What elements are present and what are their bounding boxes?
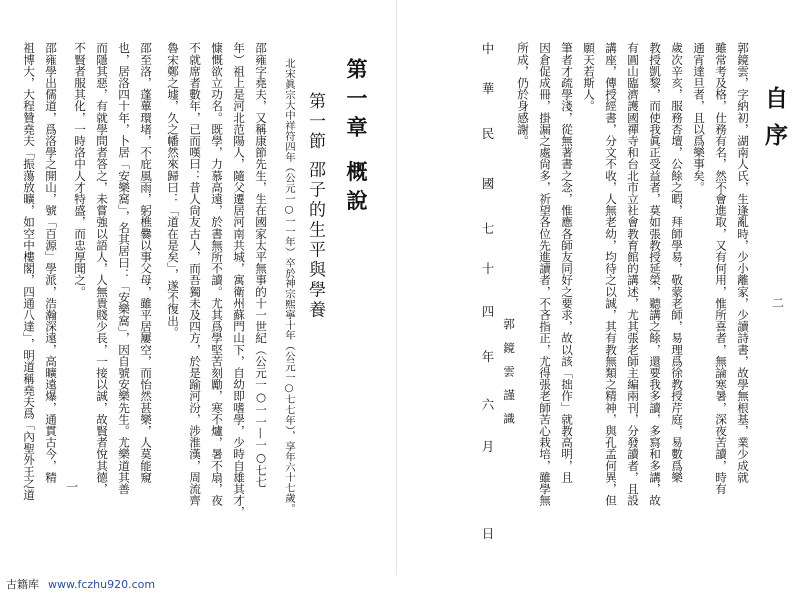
chapter-paragraph-line: 而隱其惡，有就學問者答之，未嘗強以語人，人無貴賤少長，一接以誠，故賢者悅其德， — [95, 42, 109, 495]
preface-paragraph-line: 通宵達旦者，且以爲樂事矣。 — [692, 42, 706, 193]
date-char: 民 — [480, 127, 495, 140]
right-page-number: 二 — [772, 296, 785, 310]
chapter-paragraph-line: 祖博大，大程贊堯夫「振蕩放曠，如空中樓閣，四通八達」，明道稱堯夫爲「內聖外王之道 — [22, 42, 36, 501]
chapter-paragraph-line: 邵雍學出儒道，爲洛學之開山，號「百源」學派，浩瀚深遠，高曠遠爆，通貫古今，精 — [44, 42, 58, 483]
date-char: 十 — [480, 262, 495, 275]
page-gutter — [396, 0, 397, 575]
chapter-paragraph-line: 不賢者服其化，一時洛中人才特盛，而忠厚聞之。 — [73, 42, 87, 298]
preface-paragraph-line: 筆者才疏學淺，從無著書之念，惟應各師友同好之要求，故以該「拙作」就教高明，且 — [560, 42, 574, 483]
chapter-paragraph-line: 邵至洛，蓬蓽環堵，不庇風雨，躬樵爨以事父母，雖平居屢空，而怡然甚樂，人莫能窺 — [139, 42, 153, 483]
preface-signature: 郭鏡雲謹識 — [502, 318, 516, 436]
date-char: 年 — [480, 350, 495, 363]
date-char: 七 — [480, 222, 495, 235]
chapter-paragraph-line: 年）祖上是河北范陽人，隨父遷居河南共城，寓衛州蘇門山下，自幼即嗜學，少時自雄其才， — [232, 42, 246, 518]
site-url-link[interactable]: www.fczhu920.com — [48, 578, 156, 591]
date-char: 四 — [480, 305, 495, 318]
preface-page — [398, 0, 793, 575]
preface-paragraph-line: 講座，傳授經書，分文不收，人無老幼，均待之以誠，其有教無類之精神，與孔孟何異，但 — [604, 42, 618, 506]
date-char: 中 — [480, 42, 495, 55]
chapter-paragraph-line: 也，居洛四十年，卜居「安樂窩」，名其居曰：「安樂窩」，因自號安樂先生。尤樂道其善 — [117, 42, 131, 495]
chapter-page — [0, 0, 395, 575]
preface-paragraph-line: 願天若斯人。 — [582, 42, 596, 112]
chapter-dates-line: 北宋眞宗大中祥符四年（公元一○一一年）卒於神宗熙寧十年（公元一○七七年），享年六十七歲。 — [283, 58, 295, 514]
date-char: 國 — [480, 177, 495, 190]
chapter-paragraph-line: 慷慨欲立功名。既學，力慕高遠，於書無所不讀。尤其爲學堅苦刻勵，寒不爐，暑不扇，夜 — [210, 42, 224, 506]
chapter-paragraph-line: 邵雍字堯夫，又稱康節先生，生在國家太平無事的十一世紀（公元一○一一—一○七七 — [254, 42, 268, 488]
preface-paragraph-line: 所成，仍於身感謝。 — [516, 42, 530, 147]
preface-paragraph-line: 郭鏡雲，字納初，湖南人氏，生逢亂時，少小離家，少讀詩書，故學無根基，業少成就 — [736, 42, 750, 483]
preface-paragraph-line: 雖常考及格，仕務有名，然不會進取，又有何用，惟所喜者，無論寒暑，深夜苦讀，時有 — [714, 42, 728, 495]
section-title: 第一節 邵子的生平與學養 — [305, 92, 325, 321]
preface-paragraph-line: 歲次辛亥，服務杏壇，公餘之暇，拜師學易，敬蒙老師，易理爲徐教授芹庭，易數爲樂 — [670, 42, 684, 483]
date-char: 日 — [480, 527, 495, 540]
preface-paragraph-line: 教授凱黎，而使我眞正受益者，莫如張教授延榮，聽講之餘，還要我多讀，多寫和多講，故 — [648, 42, 662, 506]
site-brand: 古籍库 — [6, 578, 39, 591]
chapter-paragraph-line: 魯宋鄭之墟，久之幡然來歸曰：「道在是矣」，遂不復出。 — [166, 42, 180, 338]
date-char: 月 — [480, 440, 495, 453]
chapter-title: 第一章 概說 — [344, 58, 369, 219]
date-char: 六 — [480, 398, 495, 411]
preface-paragraph-line: 有圓山臨濟護國禪寺和台北市立社會教育館的講述，尤其張老師主編兩刊，分發讀者，且設 — [626, 42, 640, 506]
preface-paragraph-line: 因倉促成冊，掛漏之處尙多，祈望各位先進讀者，不吝指正，尤得張老師苦心栽培，雖學無 — [538, 42, 552, 506]
footer-bar — [0, 575, 793, 594]
preface-title: 自序 — [761, 86, 788, 160]
chapter-paragraph-line: 不就席者數年，已而嘆曰：昔人尙友古人，而吾獨未及四方，於是踰河汾，涉淮漢，周流齊 — [188, 42, 202, 506]
left-page-number: 一 — [66, 480, 79, 494]
date-char: 華 — [480, 82, 495, 95]
